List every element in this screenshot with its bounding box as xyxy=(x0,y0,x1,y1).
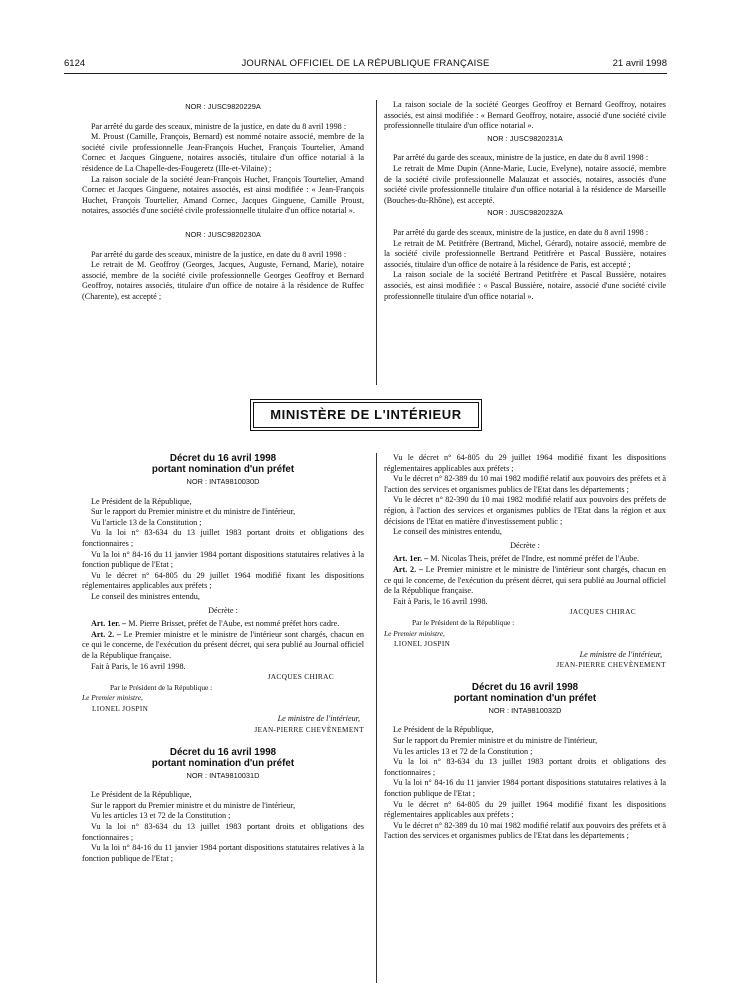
paragraph: Sur le rapport du Premier ministre et du ministre de l'intérieur, xyxy=(91,800,296,810)
minister-title: Le ministre de l'intérieur, xyxy=(277,714,360,724)
paragraph: Vu le décret n° 64-805 du 29 juillet 1964 modifié fixant les dispositions réglementaires applicables aux préfets ; xyxy=(82,570,364,591)
pm-name: LIONEL JOSPIN xyxy=(394,640,451,649)
ministry-heading: MINISTÈRE DE L'INTÉRIEUR xyxy=(253,402,479,428)
decree-title: Décret du 16 avril 1998 xyxy=(169,746,277,758)
paragraph: Vu la loi n° 84-16 du 11 janvier 1984 portant dispositions statutaires relatives à la fonction publique de l'Etat ; xyxy=(82,843,364,863)
column-divider xyxy=(376,100,377,385)
nor-reference: NOR : INTA9810031D xyxy=(186,770,260,780)
done-at: Fait à Paris, le 16 avril 1998. xyxy=(393,596,488,606)
paragraph: Vu la loi n° 83-634 du 13 juillet 1983 portant droits et obligations des fonctionnaires ; xyxy=(384,757,666,777)
top-right-column xyxy=(384,100,666,302)
journal-title: JOURNAL OFFICIEL DE LA RÉPUBLIQUE FRANÇAISE xyxy=(241,58,490,69)
paragraph: Vu la loi n° 84-16 du 11 janvier 1984 portant dispositions statutaires relatives à la fonction publique de l'Etat ; xyxy=(384,778,666,799)
paragraph: Par arrêté du garde des sceaux, ministre de la justice, en date du 8 avril 1998 : xyxy=(91,249,347,259)
paragraph: Par arrêté du garde des sceaux, ministre de la justice, en date du 8 avril 1998 : xyxy=(393,153,649,163)
decrete-heading: Décrète : xyxy=(208,605,238,615)
paragraph: Par arrêté du garde des sceaux, ministre de la justice, en date du 8 avril 1998 : xyxy=(393,227,649,237)
by-president: Par le Président de la République : xyxy=(412,617,515,627)
paragraph: Le Président de la République, xyxy=(393,725,494,735)
nor-reference: NOR : JUSC9820231A xyxy=(487,133,563,143)
header-rule xyxy=(64,73,667,74)
top-left-column xyxy=(82,100,364,303)
pm-title: Le Premier ministre, xyxy=(82,693,143,703)
page-number: 6124 xyxy=(64,58,86,69)
column-divider xyxy=(376,453,377,983)
paragraph: Le Président de la République, xyxy=(91,496,192,506)
paragraph: Le retrait de M. Petitfrère (Bertrand, Michel, Gérard), notaire associé, membre de la société civile professionnelle Bertrand Petitfrère et Pascal Bussière, notaires associés, titulaire d'un office de notaire à la résidence de Paris, est accepté ; xyxy=(384,238,666,269)
decree-title: Décret du 16 avril 1998 xyxy=(471,681,579,693)
minister-name: JEAN-PIERRE CHEVÈNEMENT xyxy=(556,661,666,670)
paragraph: Sur le rapport du Premier ministre et du ministre de l'intérieur, xyxy=(91,507,296,517)
paragraph: Vu le décret n° 82-389 du 10 mai 1982 modifié relatif aux pouvoirs des préfets et à l'action des services et organismes publics de l'Etat dans les départements ; xyxy=(384,474,666,494)
paragraph: Vu le décret n° 64-805 du 29 juillet 1964 modifié fixant les dispositions réglementaires applicables aux préfets ; xyxy=(384,453,666,473)
paragraph: Le conseil des ministres entendu, xyxy=(91,591,200,601)
paragraph: Vu la loi n° 83-634 du 13 juillet 1983 portant droits et obligations des fonctionnaires ; xyxy=(82,528,364,548)
paragraph: Sur le rapport du Premier ministre et du ministre de l'intérieur, xyxy=(393,736,598,746)
page-header xyxy=(64,58,667,74)
paragraph: Le Président de la République, xyxy=(91,790,192,800)
paragraph: La raison sociale de la société Jean-François Huchet, François Tourtelier, Amand Cornec et Jacques Ginguene, notaires associés, est ainsi modifiée : « Jean-François Huchet, François Tourtelier, Amand Cornec, Jacques Ginguene, Camille Proust, notaires, associés d'une société civile professionnelle titulaire d'un office notarial ». xyxy=(82,174,364,216)
decree-title: Décret du 16 avril 1998 xyxy=(169,453,277,464)
nor-reference: NOR : INTA9810030D xyxy=(186,477,260,486)
paragraph: Vu la loi n° 83-634 du 13 juillet 1983 portant droits et obligations des fonctionnaires ; xyxy=(82,822,364,842)
decree-subtitle: portant nomination d'un préfet xyxy=(151,464,295,475)
pm-name: LIONEL JOSPIN xyxy=(92,704,149,713)
article-2: Art. 2. – Le Premier ministre et le ministre de l'intérieur sont chargés, chacun en ce qui le concerne, de l'exécution du présent décret, qui sera publié au Journal officiel de la République française. xyxy=(384,564,667,596)
issue-date: 21 avril 1998 xyxy=(612,58,667,69)
president-signature: JACQUES CHIRAC xyxy=(267,672,334,682)
pm-title: Le Premier ministre, xyxy=(384,628,445,638)
paragraph: La raison sociale de la société Georges Geoffroy et Bernard Geoffroy, notaires associés, est ainsi modifiée : « Bernard Geoffroy, notaire, associé d'une société civile professionnelle titulaire d'un office notarial ». xyxy=(384,100,666,131)
minister-title: Le ministre de l'intérieur, xyxy=(579,649,662,659)
nor-reference: NOR : JUSC9820229A xyxy=(185,102,261,111)
paragraph: Le retrait de M. Geoffroy (Georges, Jacques, Auguste, Fernand, Marie), notaire associé, membre de la société civile professionnelle Georges Geoffroy et Bernard Geoffroy, notaires associés, titulaire d'un office de notaire à la résidence de Ruffec (Charente), est accepté ; xyxy=(82,260,364,301)
paragraph: La raison sociale de la société Bertrand Petitfrère et Pascal Bussière, notaires associés, est ainsi modifiée : « Pascal Bussière, notaire, associé d'une société civile professionnelle titulaire d'un office notarial ». xyxy=(384,270,666,301)
decree-subtitle: portant nomination d'un préfet xyxy=(151,757,295,769)
paragraph: Vu la loi n° 84-16 du 11 janvier 1984 portant dispositions statutaires relatives à la fonction publique de l'Etat ; xyxy=(82,549,364,570)
article-1: Art. 1er. – M. Pierre Brisset, préfet de l'Aube, est nommé préfet hors cadre. xyxy=(91,619,340,629)
nor-reference: NOR : INTA9810032D xyxy=(488,705,562,715)
paragraph: Le retrait de Mme Dupin (Anne-Marie, Lucie, Evelyne), notaire associé, membre de la société civile professionnelle Malauzat et associés, notaires, associés d'une société civile professionnelle titulaire d'un office notarial à la résidence de Marseille (Bouches-du-Rhône), est accepté. xyxy=(384,163,666,205)
minister-name: JEAN-PIERRE CHEVÈNEMENT xyxy=(254,726,364,735)
article-2: Art. 2. – Le Premier ministre et le ministre de l'intérieur sont chargés, chacun en ce qui le concerne, de l'exécution du présent décret, qui sera publié au Journal officiel de la République française. xyxy=(82,629,365,660)
decrete-heading: Décrète : xyxy=(510,540,540,550)
nor-reference: NOR : JUSC9820232A xyxy=(487,208,563,218)
bottom-right-column xyxy=(384,453,666,842)
paragraph: M. Proust (Camille, François, Bernard) est nommé notaire associé, membre de la société civile professionnelle Jean-François Huchet, François Tourtelier, Amand Cornec et Jacques Ginguene, notaires associés, titulaire d'un office notarial à la résidence de La Chapelle-des-Fougeretz (Ille-et-Vilaine) ; xyxy=(82,132,364,173)
article-1: Art. 1er. – M. Nicolas Theis, préfet de l'Indre, est nommé préfet de l'Aube. xyxy=(393,554,640,564)
paragraph: Vu les articles 13 et 72 de la Constitution ; xyxy=(91,811,231,821)
nor-reference: NOR : JUSC9820230A xyxy=(185,229,261,239)
paragraph: Par arrêté du garde des sceaux, ministre de la justice, en date du 8 avril 1998 : xyxy=(91,121,347,131)
by-president: Par le Président de la République : xyxy=(110,682,213,692)
done-at: Fait à Paris, le 16 avril 1998. xyxy=(91,661,186,671)
paragraph: Vu les articles 13 et 72 de la Constitution ; xyxy=(393,746,533,756)
paragraph: Vu le décret n° 82-389 du 10 mai 1982 modifié relatif aux pouvoirs des préfets et à l'action des services et organismes publics de l'Etat dans les départements ; xyxy=(384,820,666,841)
paragraph: Vu le décret n° 82-390 du 10 mai 1982 modifié relatif aux pouvoirs des préfets de région, à l'action des services et organismes publics de l'Etat dans la région et aux décisions de l'Etat en matière d'investissement public ; xyxy=(384,495,666,526)
president-signature: JACQUES CHIRAC xyxy=(569,607,636,617)
bottom-left-column xyxy=(82,453,364,864)
decree-subtitle: portant nomination d'un préfet xyxy=(453,692,597,704)
paragraph: Le conseil des ministres entendu, xyxy=(393,527,502,537)
paragraph: Vu le décret n° 64-805 du 29 juillet 1964 modifié fixant les dispositions réglementaires applicables aux préfets ; xyxy=(384,799,666,820)
paragraph: Vu l'article 13 de la Constitution ; xyxy=(91,517,202,527)
